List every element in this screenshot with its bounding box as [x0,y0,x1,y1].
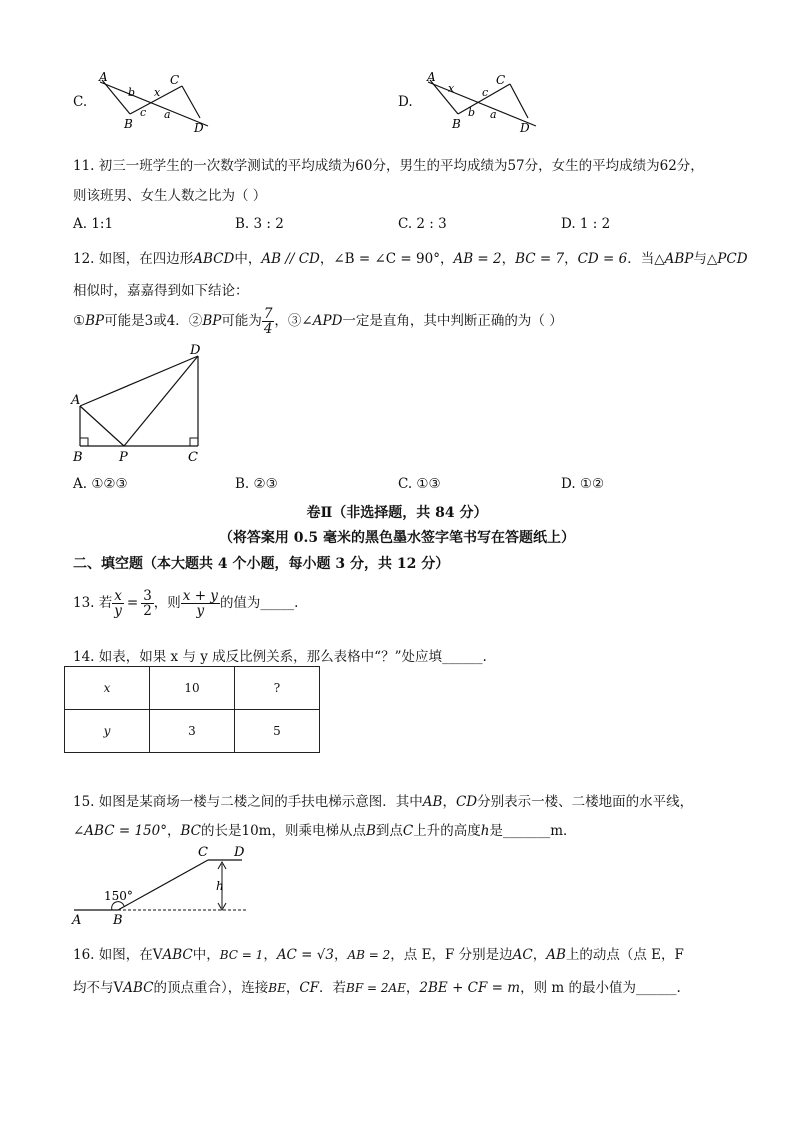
q12-option-a: A. ①②③ [73,476,128,492]
q10-option-c-figure [90,70,220,136]
q15-label-h: h [216,879,224,893]
q10d-label-D: D [520,121,530,135]
q10d-label-a: a [490,108,497,121]
q10-option-c-letter: C. [73,94,88,110]
q12-option-b: B. ②③ [235,476,278,492]
q12-label-C: C [188,450,198,465]
q11-option-c: C. 2 : 3 [398,216,447,232]
q13-fraction-xy-over-y: $\frac{x + y}{y}$ [182,588,218,619]
q10d-label-x: x [448,82,455,95]
q14-table [64,666,320,753]
table-cell: x [65,667,150,710]
q11-line2: 则该班男、女生人数之比为（ ） [73,188,267,204]
q10c-label-c: c [140,106,147,119]
table-row [65,710,320,753]
table-cell: y [65,710,150,753]
q15-escalator-figure [66,842,256,928]
q15-label-C: C [198,845,208,860]
q11-option-a: A. 1:1 [73,216,114,232]
q12-figure [66,340,216,465]
q11-option-b: B. 3 : 2 [235,216,284,232]
q12-label-P: P [119,450,128,465]
q10-option-d-letter: D. [398,94,413,110]
q10c-label-b: b [128,86,136,99]
q10d-label-B: B [452,117,461,131]
q12-label-D: D [190,343,201,358]
q10c-label-D: D [194,121,204,135]
q15-label-A: A [72,913,82,928]
q12-line3: ①BP可能是3或4．②BP可能为 $\frac{7}{4}$ ，③∠APD一定是直角，其中判断正确的为（ ） [73,306,563,337]
q12-label-B: B [73,450,83,465]
q10d-label-b: b [468,106,476,119]
table-cell: 10 [150,667,235,710]
section2-note: （将答案用 0.5 毫米的黑色墨水签字笔书写在答题纸上） [218,530,576,546]
q15-line2: ∠ABC = 150°，BC的长是10m，则乘电梯从点B到点C上升的高度h是_______m． [73,823,577,839]
q12-label-A: A [71,393,81,408]
table-cell: ? [235,667,320,710]
q13-fraction-3-over-2: $\frac{3}{2}$ [143,588,152,619]
table-cell: 5 [235,710,320,753]
q10c-label-C: C [170,73,180,87]
q10-option-d-figure [418,68,548,136]
q15-label-angle: 150° [104,889,133,903]
table-row [65,667,320,710]
q10d-label-A: A [427,70,436,84]
section2-heading: 二、填空题（本大题共 4 个小题，每小题 3 分，共 12 分） [73,556,450,572]
q16-line2: 均不与VABC的顶点重合），连接BE，CF．若BF = 2AE，2BE + CF = m，则 m 的最小值为______. [73,980,681,996]
q13-line: 13. 若 $\frac{x}{y}$ = $\frac{3}{2}$ ，则 $\frac{x + y}{y}$ 的值为_____. [73,588,299,619]
q10d-label-C: C [496,73,506,87]
q10c-label-x: x [154,86,161,99]
q12-option-c: C. ①③ [398,476,441,492]
q10c-label-A: A [99,70,108,84]
q13-fraction-x-over-y: $\frac{x}{y}$ [114,588,122,619]
q15-line1: 15. 如图是某商场一楼与二楼之间的手扶电梯示意图．其中AB，CD分别表示一楼、二楼地面的水平线， [73,794,694,810]
q15-label-B: B [113,913,123,928]
q11-option-d: D. 1 : 2 [561,216,611,232]
table-cell: 3 [150,710,235,753]
q10d-label-c: c [482,86,489,99]
q12-line2: 相似时，嘉嘉得到如下结论： [73,283,249,299]
q10c-label-B: B [124,117,133,131]
q15-label-D: D [234,845,245,860]
q12-line1: 12. 如图，在四边形ABCD中，AB // CD，∠B = ∠C = 90°，AB = 2，BC = 7，CD = 6．当△ABP与△PCD [73,251,748,267]
q12-fraction: $\frac{7}{4}$ [263,306,273,337]
section2-title: 卷Ⅱ（非选择题，共 84 分） [306,505,488,521]
q12-option-d: D. ①② [561,476,605,492]
q11-line1: 11. 初三一班学生的一次数学测试的平均成绩为60分，男生的平均成绩为57分，女生的平均成绩为62分， [73,158,704,174]
q10c-label-a: a [164,108,171,121]
q16-line1: 16. 如图，在VABC中，BC = 1，AC = √3，AB = 2，点 E，F 分别是边AC，AB上的动点（点 E，F [73,947,684,963]
q14-text: 14. 如表，如果 x 与 y 成反比例关系，那么表格中“？”处应填______. [73,649,487,665]
